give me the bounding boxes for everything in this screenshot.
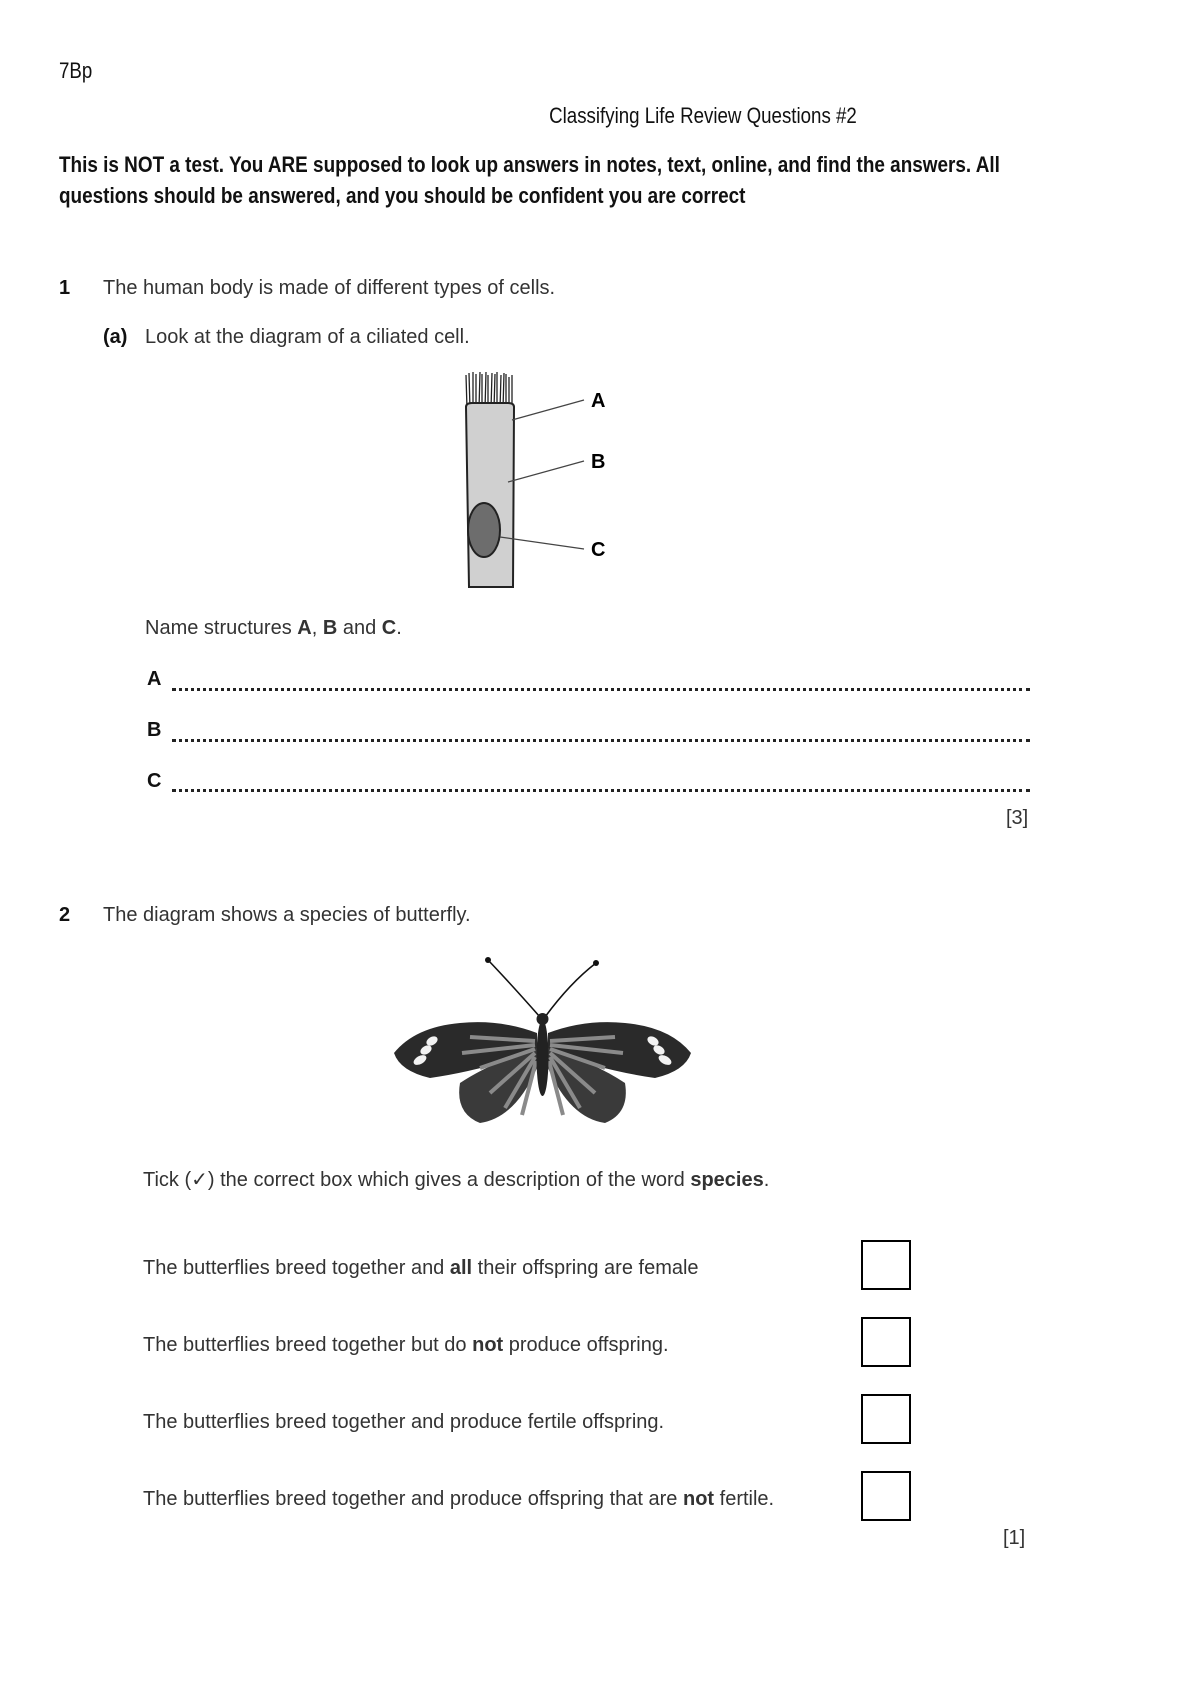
question-1-text: The human body is made of different types of cells. xyxy=(103,277,556,299)
question-2-marks: [1] xyxy=(1003,1527,1026,1549)
question-2-prompt: Tick (✓) the correct box which gives a description of the word species. xyxy=(143,1169,770,1191)
option-text-4: The butterflies breed together and produce offspring that are not fertile. xyxy=(143,1488,775,1510)
diagram-label-b: B xyxy=(591,451,606,473)
question-2-text: The diagram shows a species of butterfly. xyxy=(103,904,471,926)
answer-label-c: C xyxy=(147,770,162,792)
option-checkbox-4[interactable] xyxy=(861,1471,911,1521)
nucleus xyxy=(468,503,500,557)
diagram-label-a: A xyxy=(591,390,606,412)
question-1a-text: Look at the diagram of a ciliated cell. xyxy=(145,326,470,348)
option-checkbox-1[interactable] xyxy=(861,1240,911,1290)
diagram-label-c: C xyxy=(591,539,606,561)
butterfly-image xyxy=(390,953,695,1128)
antennae xyxy=(488,960,596,1017)
question-2-number: 2 xyxy=(59,904,71,926)
answer-line-b[interactable] xyxy=(172,739,1030,742)
answer-line-a[interactable] xyxy=(172,688,1030,691)
option-text-3: The butterflies breed together and produce fertile offspring. xyxy=(143,1411,665,1433)
instructions: This is NOT a test. You ARE supposed to look up answers in notes, text, online, and find the answers. All questions should be answered, and you should be confident you are correct xyxy=(59,152,1000,208)
question-1a-marks: [3] xyxy=(1006,807,1029,829)
cell-body xyxy=(466,403,514,587)
option-text-1: The butterflies breed together and all their offspring are female xyxy=(143,1257,699,1279)
option-checkbox-2[interactable] xyxy=(861,1317,911,1367)
worksheet-title: Classifying Life Review Questions #2 xyxy=(548,103,857,128)
ciliated-cell-diagram xyxy=(450,365,650,595)
question-1a-label: (a) xyxy=(103,326,128,348)
question-1-number: 1 xyxy=(59,277,71,299)
question-1a-prompt: Name structures A, B and C. xyxy=(145,617,402,639)
option-checkbox-3[interactable] xyxy=(861,1394,911,1444)
class-code: 7Bp xyxy=(59,58,93,83)
butterfly-body xyxy=(537,1020,549,1096)
answer-line-c[interactable] xyxy=(172,789,1030,792)
answer-label-b: B xyxy=(147,719,162,741)
answer-label-a: A xyxy=(147,668,162,690)
option-text-2: The butterflies breed together but do not produce offspring. xyxy=(143,1334,669,1356)
